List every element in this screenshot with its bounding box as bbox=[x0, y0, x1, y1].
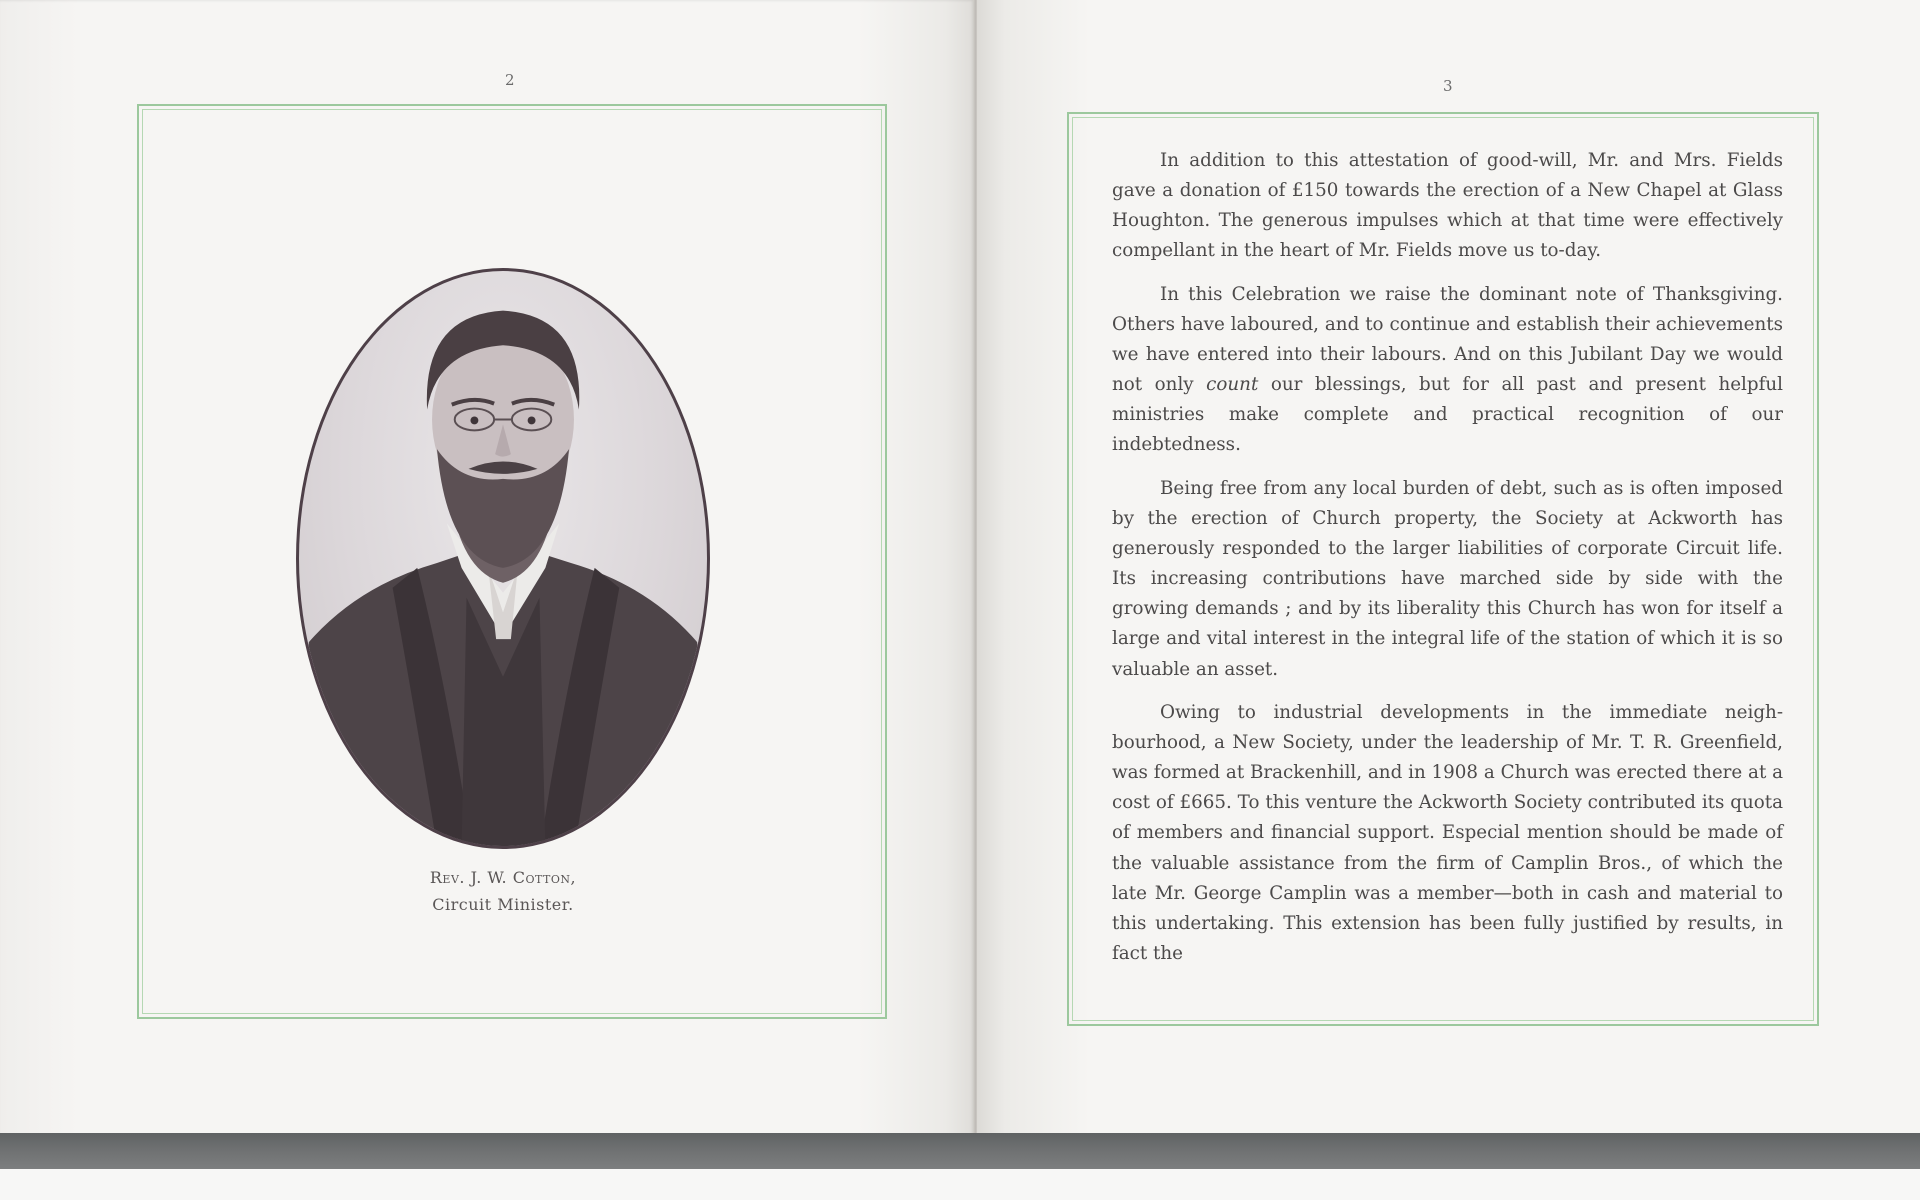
portrait-figure-illustration bbox=[299, 271, 707, 846]
paragraph-2 bbox=[1112, 280, 1783, 461]
page-number-left: 2 bbox=[505, 71, 515, 89]
portrait-photo-oval bbox=[296, 268, 710, 849]
page-number-right: 3 bbox=[1443, 77, 1453, 95]
background-surface bbox=[0, 1169, 1920, 1200]
paragraph-2-after: our blessings, but for all past and present helpful ministries make complete and practical recognition of our indebtedness. bbox=[1112, 374, 1783, 456]
paragraph-2-before: In this Celebration we raise the dominant note of Thanksgiving. Others have laboured, and to continue and establish their achievements we have entered into their labours. And on this Jubilant Day we would not only bbox=[1112, 283, 1783, 396]
portrait-caption-role: Circuit Minister. bbox=[432, 895, 574, 914]
paragraph-4: Owing to industrial developments in the immediate neighbourhood, a New Society, under the leadership of Mr. T. R. Greenfield, was formed at Brackenhill, and in 1908 a Church was erected there at a cost of £665. To this venture the Ackworth Society contributed its quota of members and financial support. Especial mention should be made of the valuable assistance from the firm of Camplin Bros., of which the late Mr. George Camplin was a member—both in cash and material to this undertaking. This extension has been fully justified by results, in fact the bbox=[1112, 702, 1783, 964]
paragraph-3: Being free from any local burden of debt, such as is often imposed by the erection of Church property, the Society at Ackworth has generously responded to the larger liabilities of corporate Circuit life. Its increasing contributions have marched side by side with the growing demands ; and by its liberality this Church has won for itself a large and vital interest in the integral life of the station of which it is so valuable an asset. bbox=[1112, 477, 1783, 680]
left-page bbox=[0, 0, 975, 1136]
booklet-cover-edge bbox=[0, 1133, 1920, 1169]
portrait-caption-name: Rev. J. W. Cotton, bbox=[429, 868, 577, 887]
paragraph-2-emphasis: count bbox=[1206, 374, 1259, 396]
body-text bbox=[1112, 146, 1783, 982]
paragraph-1: In addition to this attestation of good-will, Mr. and Mrs. Fields gave a donation of £150 towards the erection of a New Chapel at Glass Houghton. The generous impulses which at that time were effectively compellant in the heart of Mr. Fields move us to-day. bbox=[1112, 150, 1783, 262]
